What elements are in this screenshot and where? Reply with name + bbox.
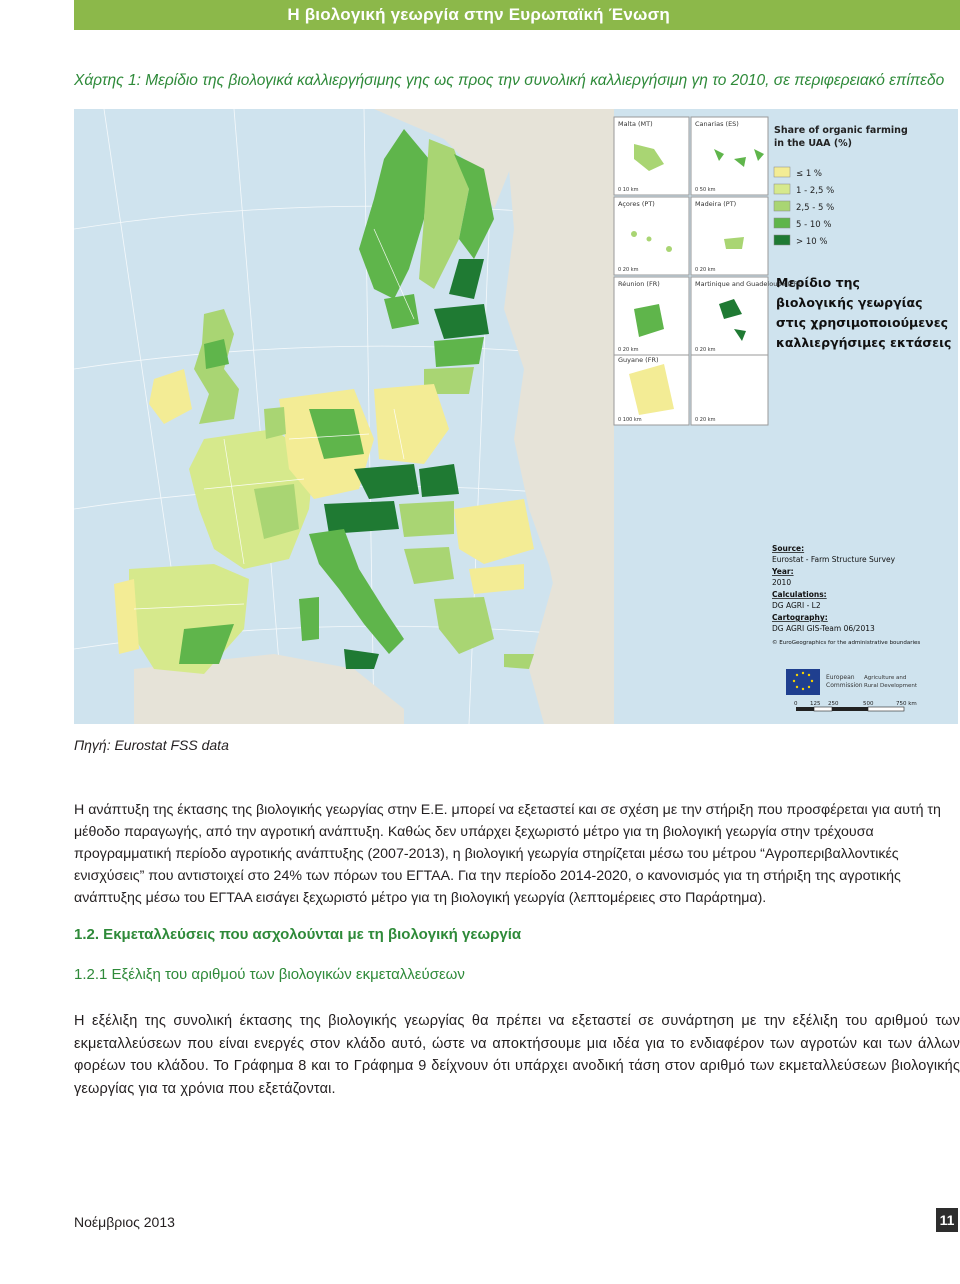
inset-label-guyane: Guyane (FR): [618, 356, 659, 364]
eu-organic-share-map: [74, 109, 958, 724]
inset-label-martinique: Martinique and Guadeloupe (FR): [695, 280, 801, 288]
year-label: Year:: [772, 567, 794, 576]
scale-tick-0: 0: [794, 701, 798, 707]
source-value: Eurostat - Farm Structure Survey: [772, 555, 896, 564]
map-figure: [74, 109, 958, 724]
source-label: Source:: [772, 544, 805, 553]
inset-label-malta: Malta (MT): [618, 120, 653, 128]
copyright-note: © EuroGeographics for the administrative boundaries: [772, 640, 921, 646]
greek-title-line1: Μερίδιο της: [776, 275, 860, 290]
legend-swatch-4: [774, 218, 790, 228]
inset-label-madeira: Madeira (PT): [695, 200, 737, 208]
footer-date: Νοέμβριος 2013: [74, 1214, 175, 1230]
legend-label-3: 2,5 - 5 %: [796, 203, 835, 213]
scale-tick-250: 250: [828, 701, 839, 707]
map-source-note: Πηγή: Eurostat FSS data: [74, 737, 229, 753]
calc-label: Calculations:: [772, 590, 827, 599]
inset-label-acores: Açores (PT): [618, 200, 655, 208]
agri-text-1: Agriculture and: [864, 675, 907, 681]
page-number: 11: [936, 1208, 958, 1232]
greek-title-line4: καλλιεργήσιμες εκτάσεις: [776, 335, 952, 350]
inset-scale-7: 0 100 km: [618, 417, 642, 423]
section-heading: 1.2. Εκμεταλλεύσεις που ασχολούνται με τη βιολογική γεωργία: [74, 926, 522, 943]
carto-label: Cartography:: [772, 613, 828, 622]
legend-label-1: ≤ 1 %: [796, 169, 823, 179]
legend-label-4: 5 - 10 %: [796, 220, 832, 230]
commission-text-1: European: [826, 674, 855, 681]
inset-scale-3: 0 20 km: [618, 267, 639, 273]
legend-label-5: > 10 %: [796, 237, 828, 247]
body-paragraph-1: Η ανάπτυξη της έκτασης της βιολογικής γεωργίας στην Ε.Ε. μπορεί να εξεταστεί και σε σχέση με την στήριξη που προσφέρεται για αυτή τη μέθοδο παραγωγής, από την αγροτική ανάπτυξη. Καθώς δεν υπάρχει ξεχωριστό μέτρο για τη βιολογική γεωργία στην τρέχουσα προγραμματική περίοδο αγροτικής ανάπτυξης (2007-2013), η βιολογική γεωργία στηρίζεται μέσω του μέτρου “Αγροπεριβαλλοντικές ενισχύσεις” που αντιστοιχεί στο 24% των πόρων του ΕΓΤΑΑ. Για την περίοδο 2014-2020, ο κανονισμός για τη στήριξη της αγροτικής ανάπτυξης μέσω του ΕΓΤΑΑ εισάγει ξεχωριστό μέτρο για τη βιολογική γεωργία (λεπτομέρειες στο Παράρτημα).: [74, 802, 941, 906]
inset-scale-4: 0 20 km: [695, 267, 716, 273]
legend-swatch-5: [774, 235, 790, 245]
scale-tick-750: 750 km: [896, 701, 917, 707]
greek-title-line3: στις χρησιμοποιούμενες: [776, 315, 949, 330]
legend-swatch-3: [774, 201, 790, 211]
agri-text-2: Rural Development: [864, 683, 917, 689]
inset-acores: [614, 197, 689, 275]
inset-scale-8: 0 20 km: [695, 417, 716, 423]
inset-scale-6: 0 20 km: [695, 347, 716, 353]
header-title: Η βιολογική γεωργία στην Ευρωπαϊκή Ένωση: [287, 5, 670, 24]
inset-label-reunion: Réunion (FR): [618, 280, 660, 288]
body-paragraph-2: Η εξέλιξη της συνολική έκτασης της βιολογικής γεωργίας θα πρέπει να εξεταστεί σε συνάρτηση με την εξέλιξη του αριθμού των εκμεταλλεύσεων που είναι ενεργές στον κλάδο αυτό, ώστε να αποκτήσουμε μια ιδέα για το ενδιαφέρον των αγροτών και των άλλων φορέων του κλάδου. Το Γράφημα 8 και το Γράφημα 9 δείχνουν ότι υπάρχει ανοδική τάση στον αριθμό των εκμεταλλεύσεων βιολογικής γεωργίας για τα χρόνια που εξετάζονται.: [74, 1013, 960, 1097]
greek-title-line2: βιολογικής γεωργίας: [776, 295, 923, 310]
scale-tick-500: 500: [863, 701, 874, 707]
carto-value: DG AGRI GIS-Team 06/2013: [772, 624, 875, 633]
subsection-heading: 1.2.1 Εξέλιξη του αριθμού των βιολογικών εκμεταλλεύσεων: [74, 966, 465, 983]
legend-swatch-1: [774, 167, 790, 177]
inset-guadeloupe-extra: [691, 355, 768, 425]
commission-text-2: Commission: [826, 682, 863, 689]
inset-label-canarias: Canarias (ES): [695, 120, 739, 128]
inset-scale-2: 0 50 km: [695, 187, 716, 193]
header-bar: [74, 0, 960, 30]
year-value: 2010: [772, 578, 792, 587]
inset-madeira: [691, 197, 768, 275]
calc-value: DG AGRI - L2: [772, 601, 821, 610]
legend-label-2: 1 - 2,5 %: [796, 186, 835, 196]
inset-scale-1: 0 10 km: [618, 187, 639, 193]
scale-tick-125: 125: [810, 701, 821, 707]
map-caption: Χάρτης 1: Μερίδιο της βιολογικά καλλιεργήσιμης γης ως προς την συνολική καλλιεργήσιμη γη το 2010, σε περιφερειακό επίπεδο: [74, 72, 945, 89]
inset-scale-5: 0 20 km: [618, 347, 639, 353]
legend-title-line2: in the UAA (%): [774, 138, 853, 149]
legend-swatch-2: [774, 184, 790, 194]
legend-title-line1: Share of organic farming: [774, 125, 908, 136]
